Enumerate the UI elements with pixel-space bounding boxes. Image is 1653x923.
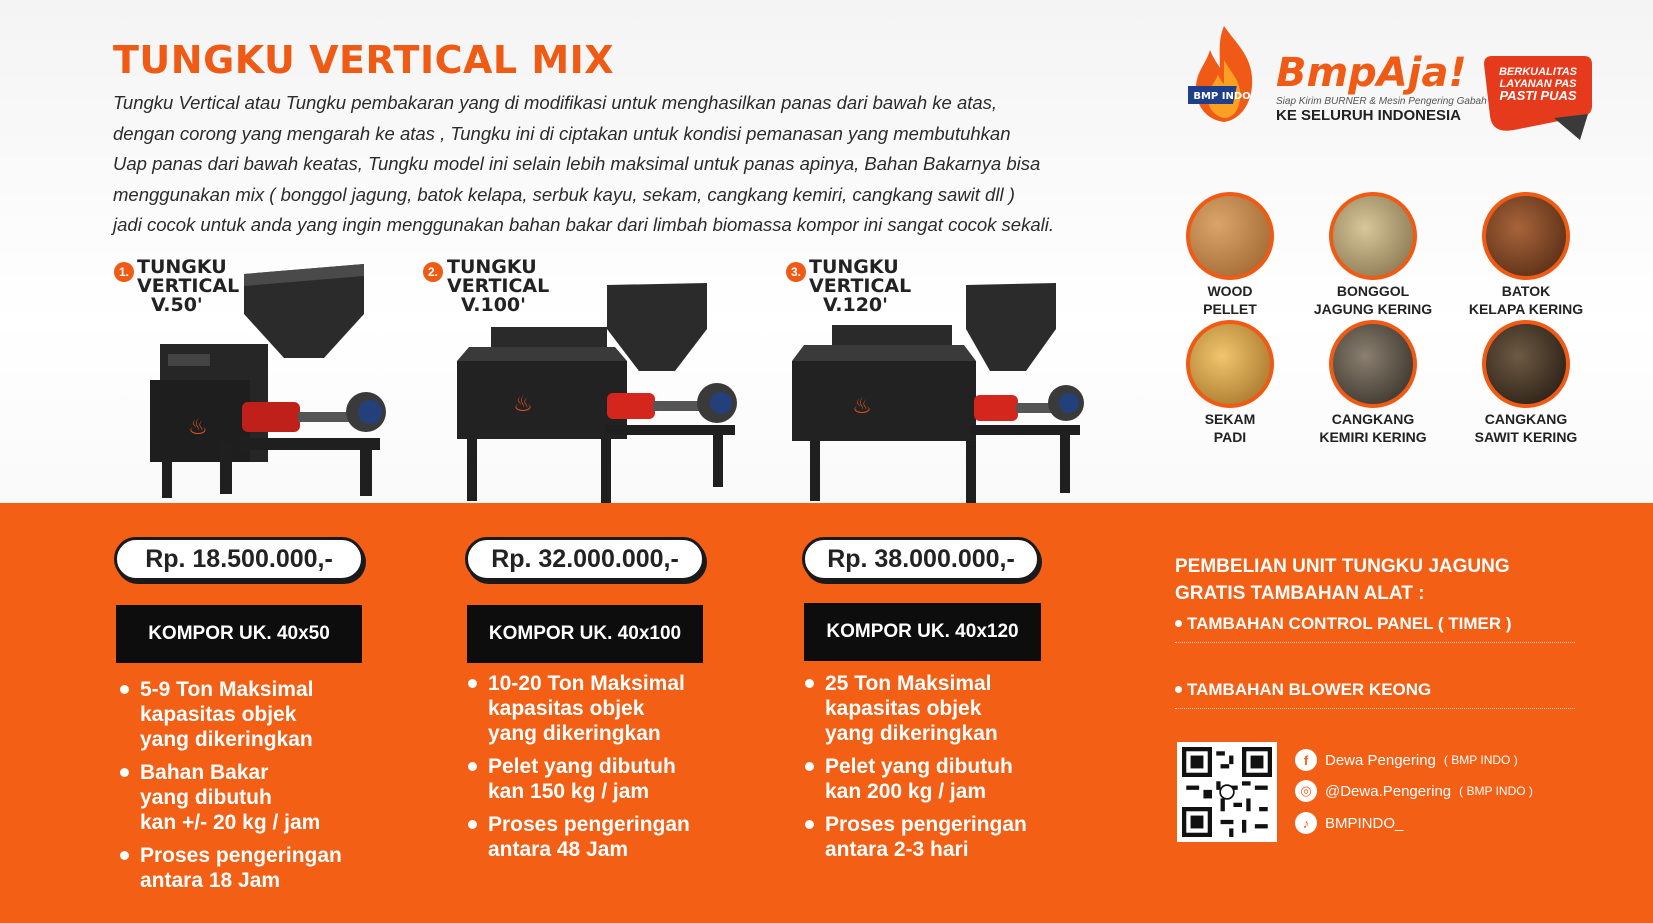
tiktok-icon: ♪ bbox=[1295, 812, 1317, 834]
product-name-line: TUNGKU bbox=[447, 256, 537, 278]
product-number-badge: 3. bbox=[786, 262, 806, 282]
bonus-title-line: PEMBELIAN UNIT TUNGKU JAGUNG bbox=[1175, 556, 1510, 577]
bonus-title-line: GRATIS TAMBAHAN ALAT : bbox=[1175, 583, 1425, 604]
fuel-sekam-padi bbox=[1164, 320, 1296, 446]
fuel-image bbox=[1482, 192, 1570, 280]
svg-text:♨: ♨ bbox=[852, 393, 872, 418]
brand-tagline-2: KE SELURUH INDONESIA bbox=[1276, 107, 1462, 124]
fuel-image bbox=[1482, 320, 1570, 408]
product-number-badge: 2. bbox=[423, 262, 443, 282]
fuel-label: KEMIRI KERING bbox=[1319, 429, 1427, 445]
price-tag: Rp. 32.000.000,- bbox=[465, 537, 705, 581]
social-label: BMPINDO_ bbox=[1325, 814, 1404, 832]
feature-item bbox=[466, 671, 766, 746]
machine-image-v50 bbox=[130, 262, 390, 502]
social-sublabel: ( BMP INDO ) bbox=[1443, 753, 1518, 767]
feature-item bbox=[118, 760, 418, 835]
description-line: Uap panas dari bawah keatas, Tungku model ini selain lebih maksimal untuk panas apinya, Bahan Bakarnya bisa bbox=[113, 153, 1041, 174]
description-line: Tungku Vertical atau Tungku pembakaran yang di modifikasi untuk menghasilkan panas dari bawah ke atas, bbox=[113, 92, 998, 113]
badge-line: LAYANAN PAS bbox=[1499, 78, 1577, 90]
fuel-batok-kelapa bbox=[1460, 192, 1592, 318]
social-label: @Dewa.Pengering bbox=[1325, 782, 1452, 800]
social-label: Dewa Pengering bbox=[1325, 751, 1436, 769]
feature-item bbox=[466, 754, 766, 804]
product-name-line: V.120' bbox=[823, 294, 888, 316]
fuel-label: JAGUNG KERING bbox=[1313, 301, 1433, 317]
feature-line: antara 18 Jam bbox=[140, 869, 281, 892]
qr-code[interactable] bbox=[1177, 742, 1277, 842]
feature-item bbox=[803, 812, 1103, 862]
price-tag: Rp. 18.500.000,- bbox=[114, 537, 364, 581]
product-name-line: V.50' bbox=[151, 294, 203, 316]
fuel-label: KELAPA KERING bbox=[1468, 301, 1584, 317]
bonus-item: TAMBAHAN CONTROL PANEL ( TIMER ) bbox=[1175, 614, 1575, 643]
fuel-label: BONGGOL bbox=[1336, 283, 1410, 299]
fuel-cangkang-kemiri bbox=[1307, 320, 1439, 446]
fuel-label: PELLET bbox=[1203, 301, 1257, 317]
feature-item bbox=[118, 677, 418, 752]
feature-line: Proses pengeringan bbox=[488, 813, 690, 836]
feature-line: Bahan Bakar bbox=[140, 761, 269, 784]
fuel-label: CANGKANG bbox=[1331, 411, 1415, 427]
brand-tagline: Siap Kirim BURNER & Mesin Pengering Gabah bbox=[1276, 96, 1487, 107]
social-facebook[interactable] bbox=[1295, 749, 1518, 771]
feature-line: 5-9 Ton Maksimal bbox=[140, 678, 314, 701]
feature-line: yang dikeringkan bbox=[488, 722, 661, 745]
feature-line: yang dikeringkan bbox=[825, 722, 998, 745]
fuel-label: SEKAM bbox=[1204, 411, 1256, 427]
feature-line: kan 150 kg / jam bbox=[488, 780, 650, 803]
fuel-label: CANGKANG bbox=[1484, 411, 1568, 427]
feature-line: antara 2-3 hari bbox=[825, 838, 969, 861]
feature-item bbox=[803, 754, 1103, 804]
feature-line: 25 Ton Maksimal bbox=[825, 672, 992, 695]
machine-image-v100 bbox=[455, 276, 745, 516]
svg-text:♨: ♨ bbox=[188, 414, 208, 439]
feature-line: Proses pengeringan bbox=[825, 813, 1027, 836]
fuel-image bbox=[1329, 320, 1417, 408]
product-name-line: TUNGKU bbox=[809, 256, 899, 278]
price-tag: Rp. 38.000.000,- bbox=[802, 537, 1040, 581]
badge-line: BERKUALITAS bbox=[1498, 66, 1577, 78]
product-name-line: VERTICAL bbox=[447, 275, 550, 297]
description-line: menggunakan mix ( bonggol jagung, batok kelapa, serbuk kayu, sekam, cangkang kemiri, cangkang sawit dll ) bbox=[113, 183, 1015, 205]
feature-item bbox=[118, 843, 418, 893]
fuel-image bbox=[1186, 320, 1274, 408]
fuel-label: BATOK bbox=[1501, 283, 1551, 299]
fuel-bonggol-jagung bbox=[1307, 192, 1439, 318]
qr-code-icon bbox=[1182, 747, 1272, 837]
fuel-image bbox=[1186, 192, 1274, 280]
machine-image-v120 bbox=[790, 276, 1090, 516]
logo-emblem-text: BMP INDO bbox=[1193, 91, 1251, 102]
feature-line: kapasitas objek bbox=[140, 703, 297, 726]
kompor-size-label: KOMPOR UK. 40x100 bbox=[467, 605, 703, 663]
description-line: jadi cocok untuk anda yang ingin menggunakan bahan bakar dari limbah biomassa kompor ini sangat cocok sekali. bbox=[113, 214, 1054, 235]
bonus-item: TAMBAHAN BLOWER KEONG bbox=[1175, 680, 1575, 709]
badge-line: PASTI PUAS bbox=[1499, 88, 1577, 103]
product-name-line: VERTICAL bbox=[809, 275, 912, 297]
feature-line: antara 48 Jam bbox=[488, 838, 629, 861]
page-title: TUNGKU VERTICAL MIX bbox=[113, 38, 615, 82]
flame-logo-icon bbox=[1188, 24, 1260, 126]
social-sublabel: ( BMP INDO ) bbox=[1459, 784, 1533, 798]
product-name-line: V.100' bbox=[461, 294, 526, 316]
feature-line: 10-20 Ton Maksimal bbox=[488, 672, 685, 695]
feature-list bbox=[466, 671, 766, 870]
bonus-title bbox=[1175, 553, 1510, 607]
quality-badge-text bbox=[1484, 66, 1592, 102]
feature-item bbox=[803, 671, 1103, 746]
fuel-label: PADI bbox=[1213, 429, 1247, 445]
fuel-label: WOOD bbox=[1207, 283, 1253, 299]
feature-item bbox=[466, 812, 766, 862]
product-number-badge: 1. bbox=[114, 262, 134, 282]
description-line: dengan corong yang mengarah ke atas , Tungku ini di ciptakan untuk kondisi pemanasan yang membutuhkan bbox=[113, 122, 1011, 144]
product-name-line: VERTICAL bbox=[137, 275, 240, 297]
feature-line: yang dikeringkan bbox=[140, 728, 313, 751]
description bbox=[113, 88, 1083, 241]
feature-line: yang dibutuh bbox=[140, 786, 272, 809]
brand-name: BmpAja! bbox=[1276, 50, 1467, 96]
feature-list bbox=[803, 671, 1103, 870]
social-tiktok[interactable] bbox=[1295, 812, 1403, 834]
kompor-size-label: KOMPOR UK. 40x50 bbox=[116, 605, 362, 663]
svg-text:♨: ♨ bbox=[513, 391, 533, 416]
feature-line: Proses pengeringan bbox=[140, 844, 342, 867]
feature-line: kan +/- 20 kg / jam bbox=[140, 811, 321, 834]
instagram-icon: ◎ bbox=[1295, 780, 1317, 802]
feature-line: kan 200 kg / jam bbox=[825, 780, 987, 803]
kompor-size-label: KOMPOR UK. 40x120 bbox=[804, 603, 1041, 661]
feature-line: kapasitas objek bbox=[825, 697, 982, 720]
feature-list bbox=[118, 677, 418, 901]
fuel-cangkang-sawit bbox=[1460, 320, 1592, 446]
fuel-label: SAWIT KERING bbox=[1474, 429, 1578, 445]
feature-line: kapasitas objek bbox=[488, 697, 645, 720]
feature-line: Pelet yang dibutuh bbox=[488, 755, 676, 778]
feature-line: Pelet yang dibutuh bbox=[825, 755, 1013, 778]
facebook-icon: f bbox=[1295, 749, 1317, 771]
fuel-wood-pellet bbox=[1164, 192, 1296, 318]
product-name-line: TUNGKU bbox=[137, 256, 227, 278]
social-instagram[interactable] bbox=[1295, 780, 1533, 802]
fuel-image bbox=[1329, 192, 1417, 280]
